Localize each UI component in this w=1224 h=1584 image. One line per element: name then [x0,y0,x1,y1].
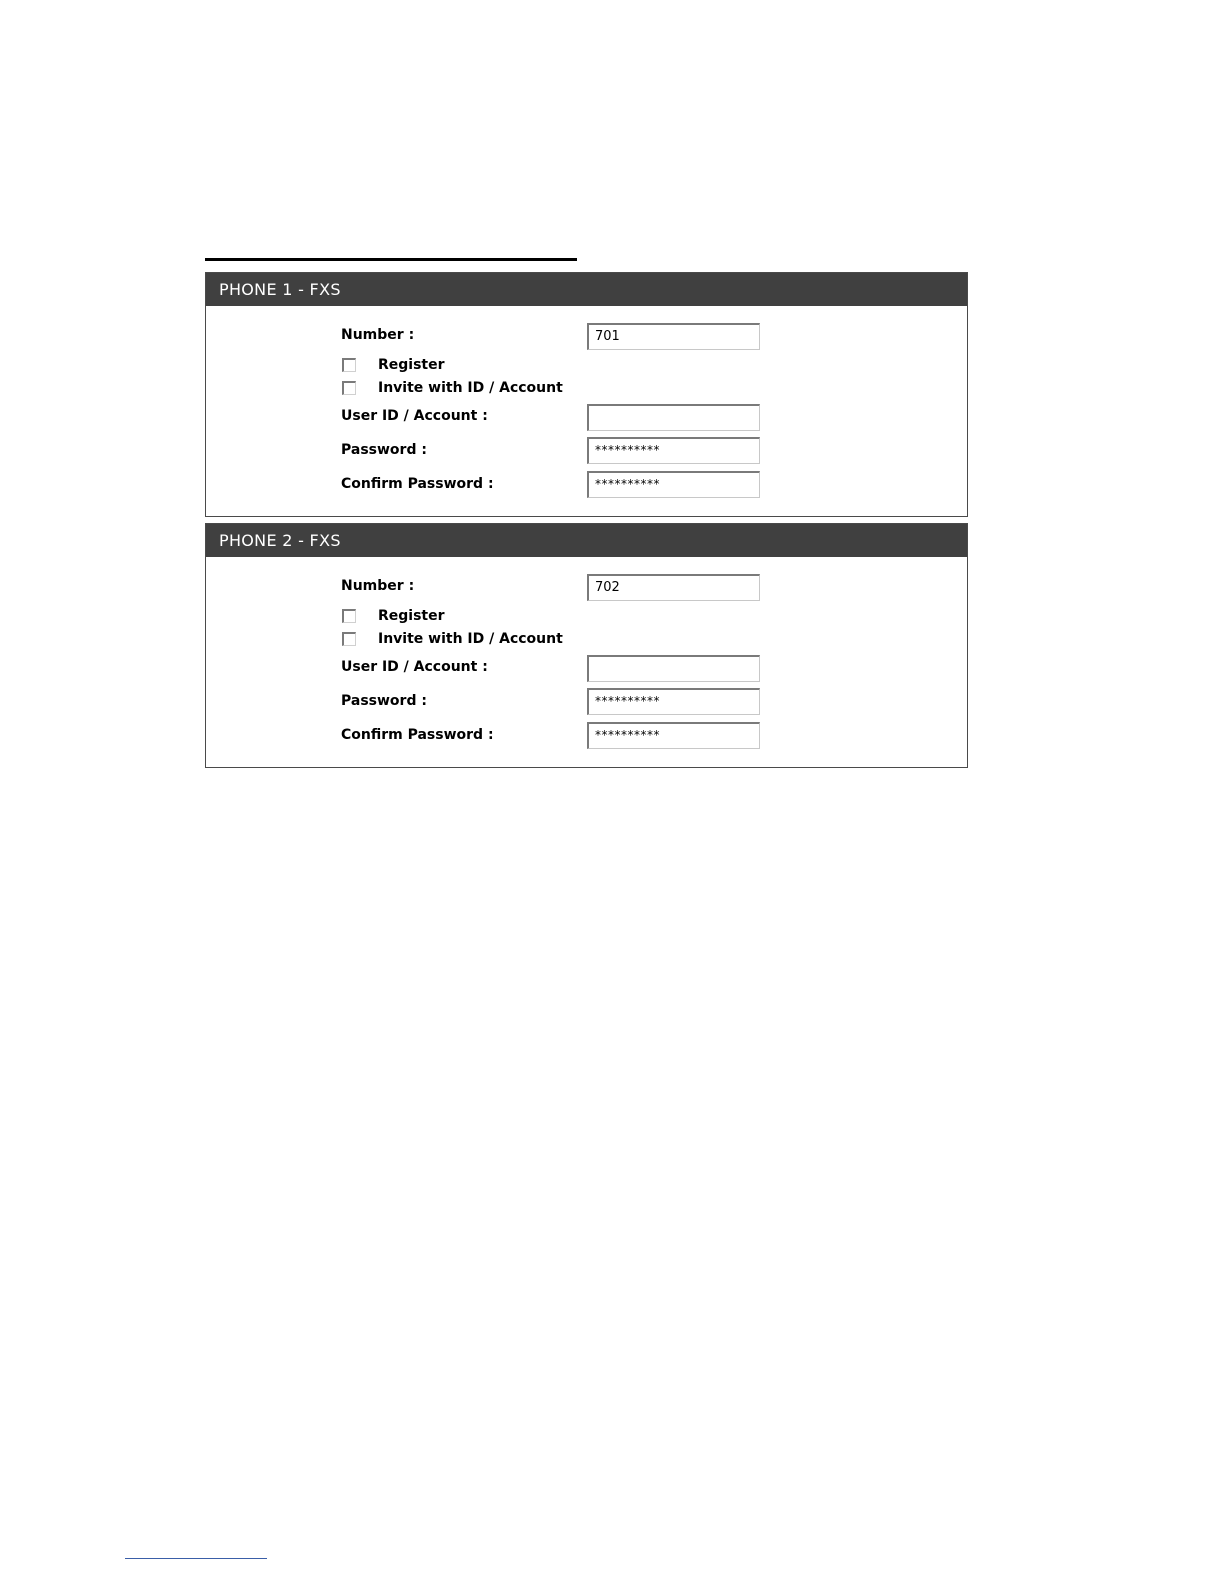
phone-1-number-input[interactable]: 701 [587,323,760,350]
phone-2-confirm-label: Confirm Password : [341,727,494,743]
phone-2-panel [205,523,968,768]
phone-1-panel [205,272,968,517]
phone-2-invite-label: Invite with ID / Account [378,631,563,647]
footnote-divider [125,1558,267,1559]
phone-1-confirm-input[interactable]: ********** [587,471,760,498]
phone-1-invite-checkbox[interactable] [342,381,356,395]
phone-2-password-label: Password : [341,693,427,709]
phone-2-confirm-input[interactable]: ********** [587,722,760,749]
phone-2-register-row[interactable] [342,607,445,625]
phone-1-header: PHONE 1 - FXS [206,273,967,306]
phone-2-number-input[interactable]: 702 [587,574,760,601]
phone-2-register-label: Register [378,608,445,624]
phone-2-header: PHONE 2 - FXS [206,524,967,557]
phone-1-confirm-label: Confirm Password : [341,476,494,492]
phone-1-userid-label: User ID / Account : [341,408,488,424]
phone-1-register-checkbox[interactable] [342,358,356,372]
phone-1-password-label: Password : [341,442,427,458]
phone-2-register-checkbox[interactable] [342,609,356,623]
phone-2-invite-row[interactable] [342,630,563,648]
section-divider [205,258,577,261]
phone-1-register-label: Register [378,357,445,373]
phone-2-number-label: Number : [341,578,415,594]
phone-1-number-label: Number : [341,327,415,343]
phone-1-userid-input[interactable] [587,404,760,431]
phone-1-password-input[interactable]: ********** [587,437,760,464]
phone-2-invite-checkbox[interactable] [342,632,356,646]
phone-1-register-row[interactable] [342,356,445,374]
phone-2-userid-input[interactable] [587,655,760,682]
phone-2-userid-label: User ID / Account : [341,659,488,675]
phone-1-invite-label: Invite with ID / Account [378,380,563,396]
phone-2-password-input[interactable]: ********** [587,688,760,715]
phone-1-invite-row[interactable] [342,379,563,397]
